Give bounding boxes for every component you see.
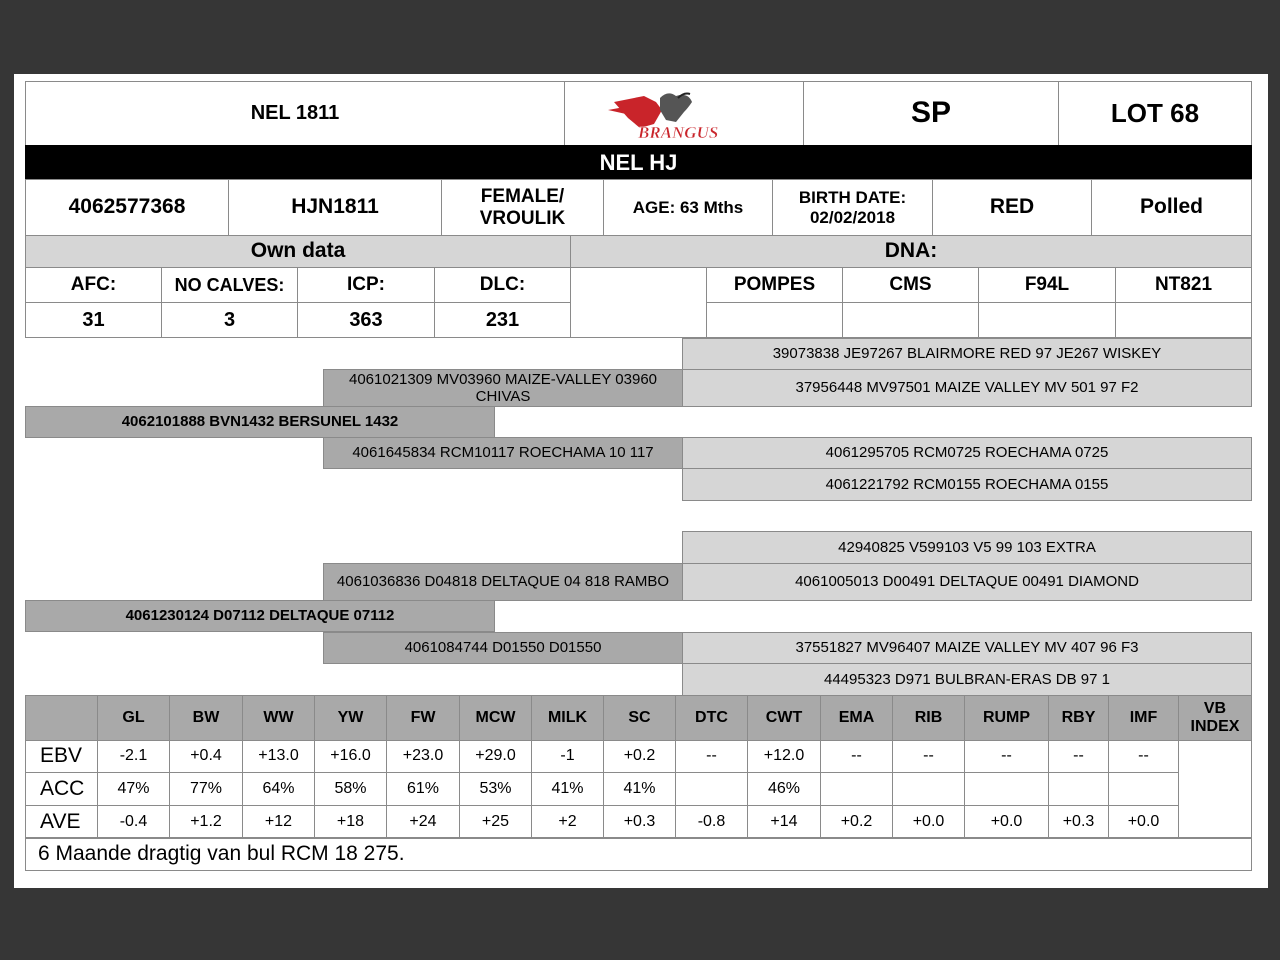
dna-pompes-header: POMPES: [706, 267, 843, 303]
stats-header-cwt: CWT: [747, 695, 821, 741]
pedigree-dam-sire-dam: 4061005013 D00491 DELTAQUE 00491 DIAMOND: [682, 563, 1252, 601]
stats-value-acc-rump: [964, 772, 1049, 806]
bull-head-icon: [604, 88, 764, 140]
vb-index-value: [1178, 740, 1252, 839]
dna-nt821-value: [1115, 302, 1252, 338]
stats-value-ave-dtc: -0.8: [675, 805, 748, 839]
vb-index-label-1: VB: [1203, 699, 1227, 717]
stats-value-acc-ema: [820, 772, 893, 806]
pedigree-sire-dam-sire: 4061295705 RCM0725 ROECHAMA 0725: [682, 437, 1252, 469]
vb-index-label-2: INDEX: [1190, 718, 1240, 735]
dna-cms-header: CMS: [842, 267, 979, 303]
stats-value-ave-sc: +0.3: [603, 805, 676, 839]
sex-line-1: FEMALE/: [480, 185, 565, 207]
pedigree-sire: 4062101888 BVN1432 BERSUNEL 1432: [25, 406, 495, 438]
stats-header-rib: RIB: [892, 695, 965, 741]
stats-value-acc-gl: 47%: [97, 772, 170, 806]
stats-value-ave-imf: +0.0: [1108, 805, 1179, 839]
colour-field: RED: [932, 179, 1092, 236]
stats-value-ebv-rib: --: [892, 740, 965, 773]
stats-value-acc-milk: 41%: [531, 772, 604, 806]
stats-value-ebv-ww: +13.0: [242, 740, 315, 773]
pedigree-sire-dam-dam: 4061221792 RCM0155 ROECHAMA 0155: [682, 468, 1252, 501]
stats-row-label-ave: AVE: [25, 805, 98, 839]
afc-header: AFC:: [25, 267, 162, 303]
stats-header-mcw: MCW: [459, 695, 532, 741]
stats-header-ema: EMA: [820, 695, 893, 741]
lot-number: LOT 68: [1058, 81, 1252, 146]
owner-bar: NEL HJ: [25, 145, 1252, 180]
svg-text:BRANGUS: BRANGUS: [638, 122, 719, 140]
stats-header-fw: FW: [386, 695, 460, 741]
stats-header-milk: MILK: [531, 695, 604, 741]
stats-value-acc-fw: 61%: [386, 772, 460, 806]
registration-number: 4062577368: [25, 179, 229, 236]
icp-header: ICP:: [297, 267, 435, 303]
dlc-value: 231: [434, 302, 571, 338]
stats-value-acc-ww: 64%: [242, 772, 315, 806]
stats-value-acc-cwt: 46%: [747, 772, 821, 806]
pedigree-sire-sire-dam: 37956448 MV97501 MAIZE VALLEY MV 501 97 F2: [682, 369, 1252, 407]
stats-value-ebv-cwt: +12.0: [747, 740, 821, 773]
stats-value-ebv-sc: +0.2: [603, 740, 676, 773]
stats-header-rump: RUMP: [964, 695, 1049, 741]
stats-value-acc-mcw: 53%: [459, 772, 532, 806]
no-calves-header: NO CALVES:: [161, 267, 298, 303]
stats-value-ave-gl: -0.4: [97, 805, 170, 839]
stats-value-ave-milk: +2: [531, 805, 604, 839]
stats-corner-cell: [25, 695, 98, 741]
herd-id: HJN1811: [228, 179, 442, 236]
stats-value-ebv-fw: +23.0: [386, 740, 460, 773]
stats-header-dtc: DTC: [675, 695, 748, 741]
stats-row-label-acc: ACC: [25, 772, 98, 806]
stats-value-acc-bw: 77%: [169, 772, 243, 806]
pedigree-sire-dam: 4061645834 RCM10117 ROECHAMA 10 117: [323, 437, 683, 469]
birth-date-label: BIRTH DATE:: [798, 187, 907, 207]
stats-value-ave-rib: +0.0: [892, 805, 965, 839]
stats-value-acc-rib: [892, 772, 965, 806]
stats-value-ave-yw: +18: [314, 805, 387, 839]
afc-value: 31: [25, 302, 162, 338]
stats-value-ave-ww: +12: [242, 805, 315, 839]
stats-value-ebv-mcw: +29.0: [459, 740, 532, 773]
category-badge: SP: [803, 81, 1059, 146]
dna-blank-cell: [570, 267, 707, 338]
sex-line-2: VROULIK: [479, 207, 566, 229]
stats-header-imf: IMF: [1108, 695, 1179, 741]
sale-card: [14, 74, 1268, 888]
stats-value-ave-fw: +24: [386, 805, 460, 839]
stats-header-gl: GL: [97, 695, 170, 741]
stats-value-ave-bw: +1.2: [169, 805, 243, 839]
no-calves-value: 3: [161, 302, 298, 338]
stats-header-rby: RBY: [1048, 695, 1109, 741]
stats-value-ave-cwt: +14: [747, 805, 821, 839]
pedigree-dam-dam-sire: 37551827 MV96407 MAIZE VALLEY MV 407 96 F3: [682, 632, 1252, 664]
birth-date-field: [772, 179, 933, 236]
note-text: 6 Maande dragtig van bul RCM 18 275.: [25, 837, 1252, 871]
stats-header-ww: WW: [242, 695, 315, 741]
stats-value-ave-ema: +0.2: [820, 805, 893, 839]
stats-value-ebv-yw: +16.0: [314, 740, 387, 773]
animal-name: NEL 1811: [25, 81, 565, 146]
stats-value-acc-imf: [1108, 772, 1179, 806]
pedigree-dam: 4061230124 D07112 DELTAQUE 07112: [25, 600, 495, 632]
stats-header-sc: SC: [603, 695, 676, 741]
dna-pompes-value: [706, 302, 843, 338]
brangus-logo: [564, 81, 804, 146]
stats-value-ave-rump: +0.0: [964, 805, 1049, 839]
dlc-header: DLC:: [434, 267, 571, 303]
stats-header-bw: BW: [169, 695, 243, 741]
dna-title: DNA:: [570, 235, 1252, 268]
pedigree-sire-sire: 4061021309 MV03960 MAIZE-VALLEY 03960 CHIVAS: [323, 369, 683, 407]
pedigree-dam-sire: 4061036836 D04818 DELTAQUE 04 818 RAMBO: [323, 563, 683, 601]
stats-row-label-ebv: EBV: [25, 740, 98, 773]
horn-status: Polled: [1091, 179, 1252, 236]
icp-value: 363: [297, 302, 435, 338]
stats-value-ebv-rump: --: [964, 740, 1049, 773]
stats-value-acc-sc: 41%: [603, 772, 676, 806]
stats-value-ebv-imf: --: [1108, 740, 1179, 773]
stats-value-ebv-gl: -2.1: [97, 740, 170, 773]
dna-f94l-value: [978, 302, 1116, 338]
own-data-title: Own data: [25, 235, 571, 268]
stats-value-ave-mcw: +25: [459, 805, 532, 839]
pedigree-sire-sire-sire: 39073838 JE97267 BLAIRMORE RED 97 JE267 WISKEY: [682, 338, 1252, 370]
stats-value-acc-yw: 58%: [314, 772, 387, 806]
age-field: AGE: 63 Mths: [603, 179, 773, 236]
pedigree-dam-dam: 4061084744 D01550 D01550: [323, 632, 683, 664]
stats-header-vb-index: [1178, 695, 1252, 741]
stats-value-ebv-ema: --: [820, 740, 893, 773]
dna-f94l-header: F94L: [978, 267, 1116, 303]
stats-value-ebv-bw: +0.4: [169, 740, 243, 773]
dna-cms-value: [842, 302, 979, 338]
stats-value-acc-rby: [1048, 772, 1109, 806]
birth-date-value: 02/02/2018: [809, 207, 896, 227]
dna-nt821-header: NT821: [1115, 267, 1252, 303]
stats-value-ebv-dtc: --: [675, 740, 748, 773]
pedigree-dam-dam-dam: 44495323 D971 BULBRAN-ERAS DB 97 1: [682, 663, 1252, 696]
stats-value-ave-rby: +0.3: [1048, 805, 1109, 839]
stats-value-acc-dtc: [675, 772, 748, 806]
stats-value-ebv-milk: -1: [531, 740, 604, 773]
pedigree-dam-sire-sire: 42940825 V599103 V5 99 103 EXTRA: [682, 531, 1252, 564]
sex-field: [441, 179, 604, 236]
stats-header-yw: YW: [314, 695, 387, 741]
stats-value-ebv-rby: --: [1048, 740, 1109, 773]
